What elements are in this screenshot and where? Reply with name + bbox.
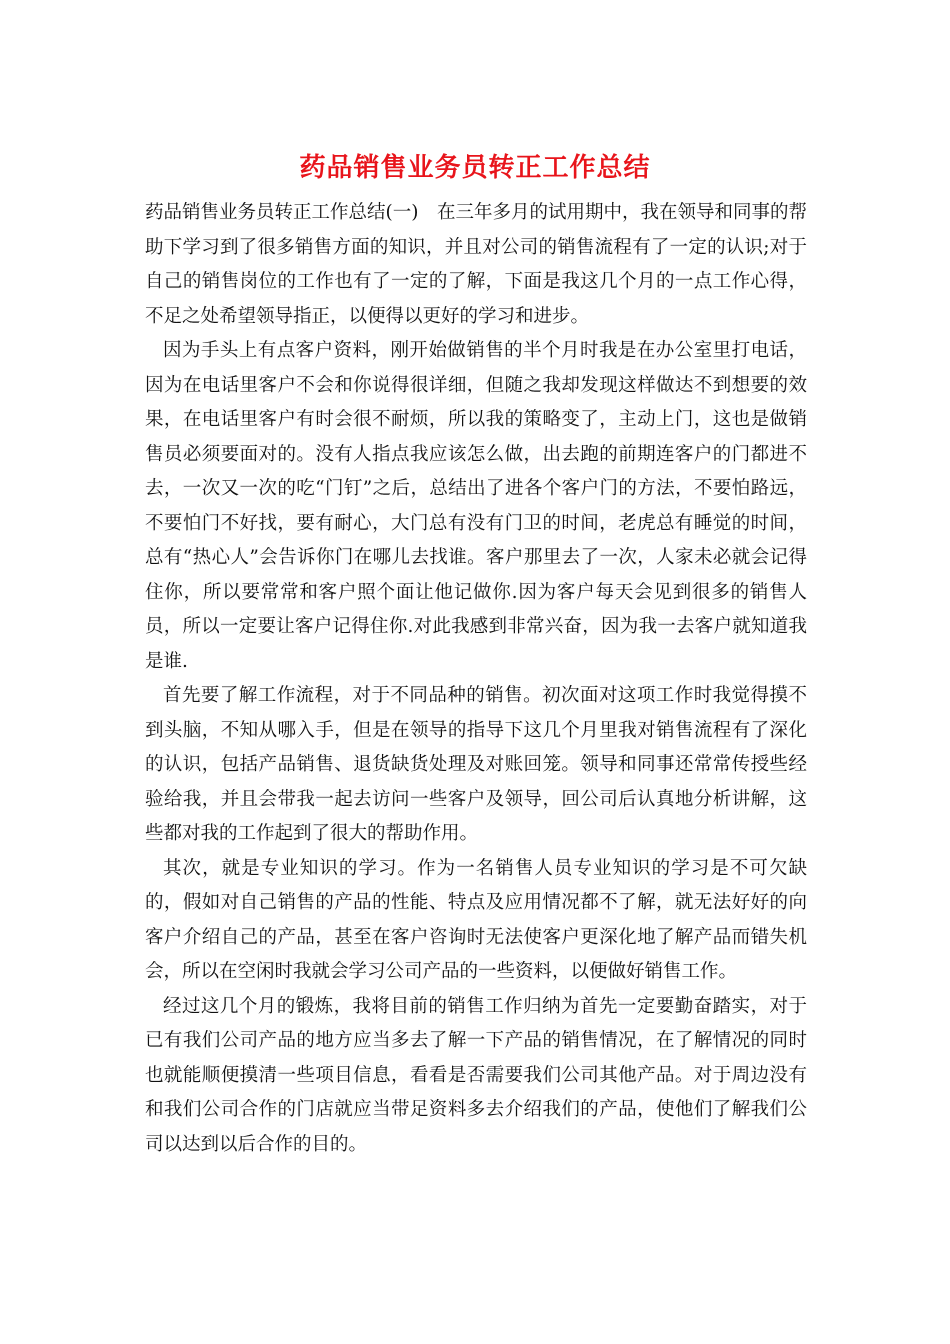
- paragraph-intro: 药品销售业务员转正工作总结(一) 在三年多月的试用期中，我在领导和同事的帮助下学习到了很多销售方面的知识，并且对公司的销售流程有了一定的认识;对于自己的销售岗位的工作也有了一定的了解，下面是我这几个月的一点工作心得，不足之处希望领导指正，以便得以更好的学习和进步。: [145, 202, 807, 327]
- document-title: 药品销售业务员转正工作总结: [299, 153, 651, 183]
- paragraph-product-knowledge: 其次，就是专业知识的学习。作为一名销售人员专业知识的学习是不可欠缺的，假如对自己销售的产品的性能、特点及应用情况都不了解，就无法好好的向客户介绍自己的产品，甚至在客户咨询时无法使客户更深化地了解产品而错失机会，所以在空闲时我就会学习公司产品的一些资料，以便做好销售工作。: [145, 857, 807, 982]
- paragraph-summary: 经过这几个月的锻炼，我将目前的销售工作归纳为首先一定要勤奋踏实，对于已有我们公司产品的地方应当多去了解一下产品的销售情况，在了解情况的同时也就能顺便摸清一些项目信息，看看是否需要我们公司其他产品。对于周边没有和我们公司合作的门店就应当带足资料多去介绍我们的产品，使他们了解我们公司以达到以后合作的目的。: [145, 995, 807, 1155]
- document-body: [145, 196, 807, 1162]
- paragraph-workflow: 首先要了解工作流程，对于不同品种的销售。初次面对这项工作时我觉得摸不到头脑，不知从哪入手，但是在领导的指导下这几个月里我对销售流程有了深化的认识，包括产品销售、退货缺货处理及对账回笼。领导和同事还常常传授些经验给我，并且会带我一起去访问一些客户及领导，回公司后认真地分析讲解，这些都对我的工作起到了很大的帮助作用。: [145, 685, 807, 844]
- paragraph-phone-to-visits: 因为手头上有点客户资料，刚开始做销售的半个月时我是在办公室里打电话，因为在电话里客户不会和你说得很详细，但随之我却发现这样做达不到想要的效果，在电话里客户有时会很不耐烦，所以我的策略变了，主动上门，这也是做销售员必须要面对的。没有人指点我应该怎么做，出去跑的前期连客户的门都进不去，一次又一次的吃“门钉”之后，总结出了进各个客户门的方法，不要怕路远，不要怕门不好找，要有耐心，大门总有没有门卫的时间，老虎总有睡觉的时间，总有“热心人”会告诉你门在哪儿去找谁。客户那里去了一次，人家未必就会记得住你，所以要常常和客户照个面让他记做你.因为客户每天会见到很多的销售人员，所以一定要让客户记得住你.对此我感到非常兴奋，因为我一去客户就知道我是谁.: [145, 340, 807, 672]
